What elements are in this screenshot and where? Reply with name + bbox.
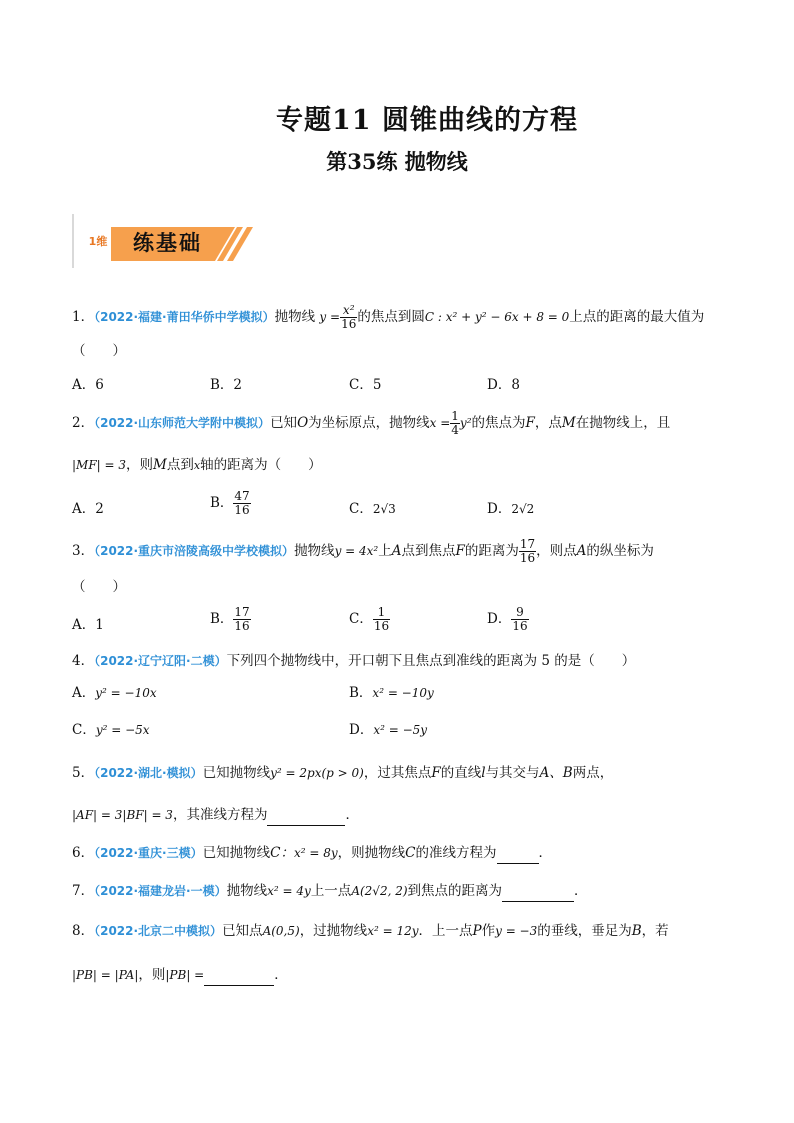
- question-1: 1．（2022·福建·莆田华侨中学模拟）抛物线 y = $\frac{\text{x²}}{16}$ 的焦点到圆C : x² + y² − 6x + 8 = 0上点的距离的最大值为: [72, 303, 705, 331]
- option-d: D．x² = −5y: [349, 722, 428, 738]
- page-subtitle: 第35练 抛物线: [326, 149, 468, 174]
- section-divider: [72, 214, 74, 268]
- question-5-line2: |AF| = 3|BF| = 3，其准线方程为 ．: [72, 804, 359, 826]
- answer-blank[interactable]: [267, 809, 345, 826]
- question-5: 5．（2022·湖北·模拟）已知抛物线y² = 2px(p > 0)，过其焦点F的直线l与其交与A、B两点，: [72, 765, 614, 781]
- option-b: B．x² = −10y: [349, 685, 434, 701]
- question-source: （2022·湖北·模拟）: [94, 766, 203, 780]
- option-a: A．1: [72, 617, 104, 633]
- answer-blank[interactable]: [497, 847, 539, 864]
- option-c: C．y² = −5x: [72, 722, 150, 738]
- option-d: D． $\frac{9}{16}$: [487, 605, 528, 633]
- question-source: （2022·辽宁辽阳·二模）: [94, 654, 227, 668]
- question-source: （2022·重庆·三模）: [94, 846, 203, 860]
- option-c: C． $\frac{1}{16}$: [349, 605, 390, 633]
- option-a: A．2: [72, 501, 104, 517]
- question-source: （2022·山东师范大学附中模拟）: [94, 416, 271, 430]
- question-8-line2: |PB| = |PA|，则|PB| = ．: [72, 964, 288, 986]
- question-4: 4．（2022·辽宁辽阳·二模）下列四个抛物线中，开口朝下且焦点到准线的距离为 5 的是（ ）: [72, 653, 636, 669]
- question-source: （2022·北京二中模拟）: [94, 924, 223, 938]
- question-8: 8．（2022·北京二中模拟）已知点A(0,5)，过抛物线x² = 12y．上一点P作y = −3的垂线，垂足为B，若: [72, 923, 669, 939]
- question-1-paren: （ ）: [72, 343, 126, 359]
- option-b: B． $\frac{17}{16}$: [210, 605, 250, 633]
- question-2-line2: |MF| = 3，则M点到x轴的距离为（ ）: [72, 457, 322, 473]
- question-3-paren: （ ）: [72, 579, 126, 595]
- question-source: （2022·福建·莆田华侨中学模拟）: [94, 310, 275, 324]
- option-c: C．5: [349, 377, 382, 393]
- option-b: B．2: [210, 377, 243, 393]
- answer-blank[interactable]: [502, 885, 574, 902]
- option-c: C．2√3: [349, 501, 396, 517]
- option-a: A．y² = −10x: [72, 685, 157, 701]
- section-tag: 1维: [85, 227, 111, 261]
- option-d: D．2√2: [487, 501, 535, 517]
- question-2: 2．（2022·山东师范大学附中模拟）已知O为坐标原点，抛物线x = $\frac{1}{4}$ y²的焦点为F，点M在抛物线上，且: [72, 409, 671, 437]
- question-3: 3．（2022·重庆市涪陵高级中学校模拟）抛物线y = 4x²上A点到焦点F的距离为 $\frac{17}{16}$ ，则点A的纵坐标为: [72, 537, 654, 565]
- question-7: 7．（2022·福建龙岩·一模）抛物线x² = 4y上一点A(2√2, 2)到焦点的距离为 ．: [72, 880, 588, 902]
- question-source: （2022·重庆市涪陵高级中学校模拟）: [94, 544, 295, 558]
- question-source: （2022·福建龙岩·一模）: [94, 884, 227, 898]
- section-label: 练基础: [133, 231, 202, 255]
- option-b: B． $\frac{47}{16}$: [210, 489, 250, 517]
- option-a: A．6: [72, 377, 104, 393]
- page-title: 专题11 圆锥曲线的方程: [276, 105, 578, 136]
- answer-blank[interactable]: [204, 969, 274, 986]
- option-d: D．8: [487, 377, 520, 393]
- question-6: 6．（2022·重庆·三模）已知抛物线C：x² = 8y，则抛物线C的准线方程为 ．: [72, 842, 552, 864]
